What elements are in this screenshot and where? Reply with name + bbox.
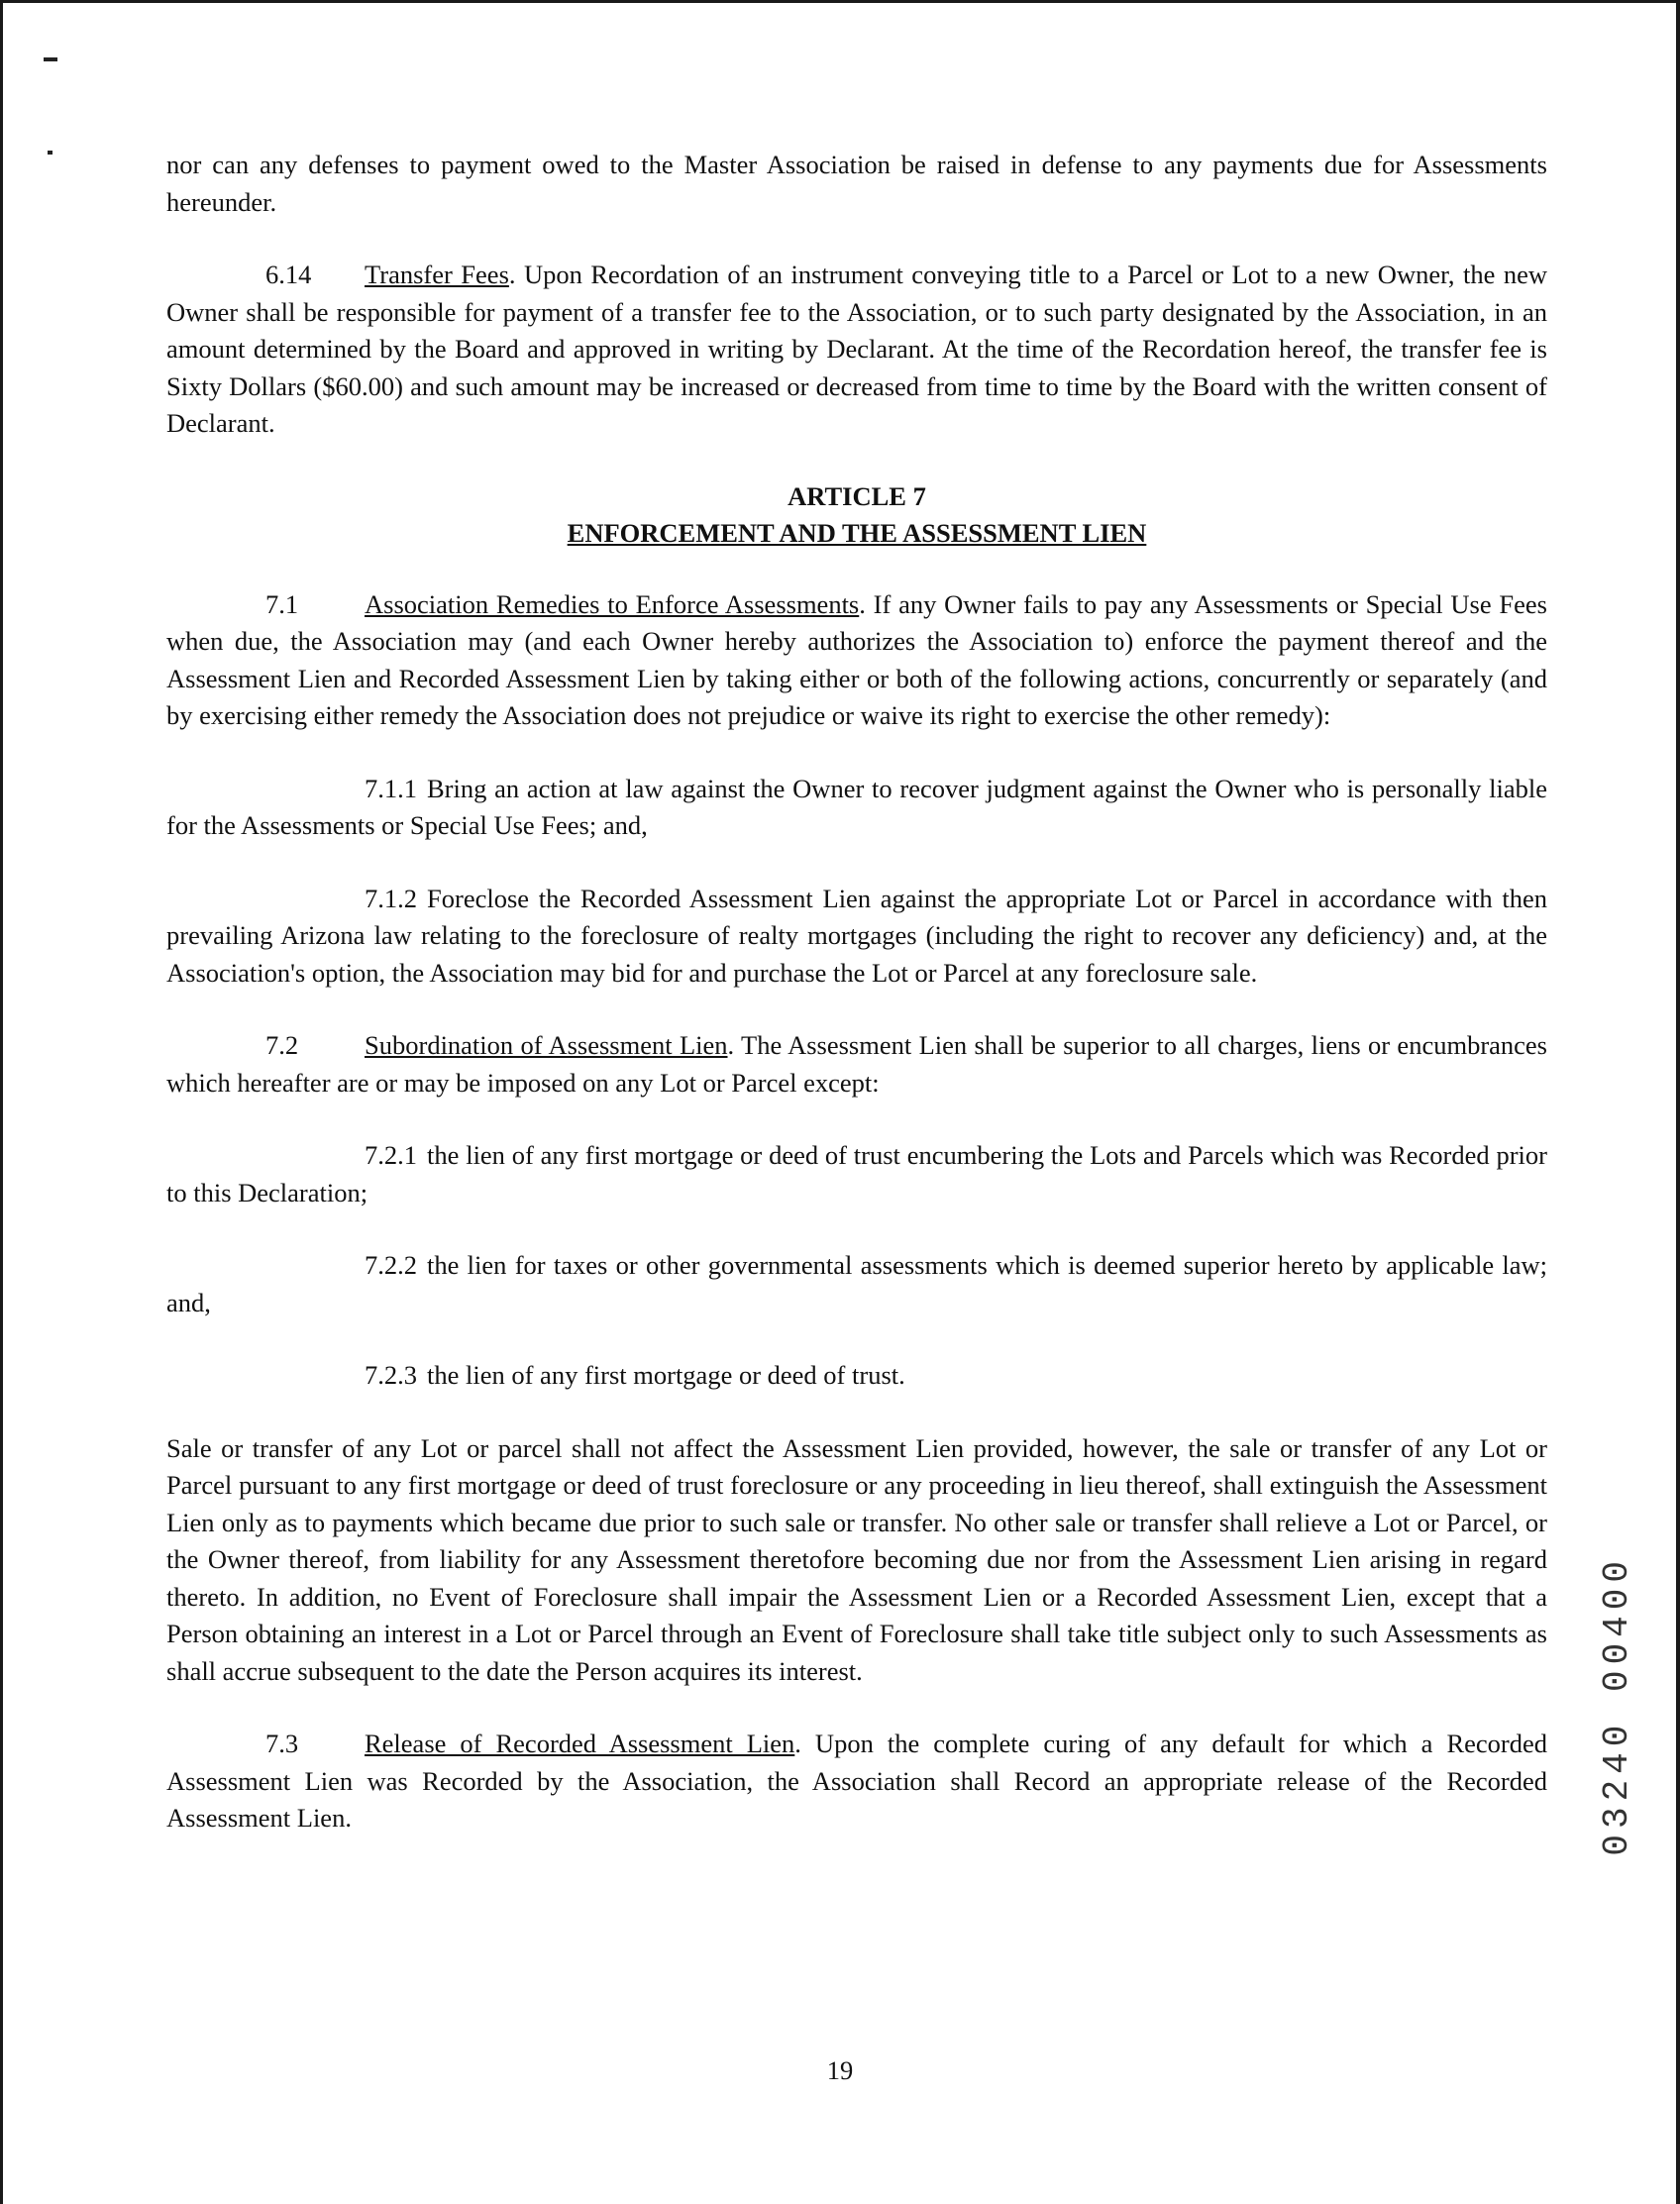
section-7-3: [166, 1726, 1547, 1837]
section-body: . Upon the complete curing of any default for which a Recorded Assessment Lien was Recorded by the Association, the Association shall Record an appropriate release of the Recorded Assessment Lien.: [166, 1729, 1547, 1833]
document-page: [166, 147, 1547, 1837]
scan-border-right: [1676, 0, 1680, 2204]
section-body: . The Assessment Lien shall be superior to all charges, liens or encumbrances which hereafter are or may be imposed on any Lot or Parcel except:: [166, 1030, 1547, 1098]
subsection-body: Bring an action at law against the Owner to recover judgment against the Owner who is personally liable for the Assessments or Special Use Fees; and,: [166, 773, 1547, 840]
recording-stamp: 03240 00400: [1597, 1555, 1637, 1856]
section-heading: Subordination of Assessment Lien: [365, 1030, 728, 1060]
subsection-number: 7.1.1: [365, 773, 417, 803]
section-body: . Upon Recordation of an instrument conveying title to a Parcel or Lot to a new Owner, the new Owner shall be responsible for payment of a transfer fee to the Association, or to such party designated by the Association, in an amount determined by the Board and approved in writing by Declarant. At the time of the Recordation hereof, the transfer fee is Sixty Dollars ($60.00) and such amount may be increased or decreased from time to time by the Board with the written consent of Declarant.: [166, 260, 1547, 438]
subsection-body: the lien of any first mortgage or deed of trust encumbering the Lots and Parcels which was Recorded prior to this Declaration;: [166, 1140, 1547, 1207]
scan-border-left: [0, 0, 3, 2204]
section-heading: Release of Recorded Assessment Lien: [365, 1729, 795, 1758]
article-subtitle-text: ENFORCEMENT AND THE ASSESSMENT LIEN: [567, 518, 1147, 548]
section-number: 7.1: [265, 588, 299, 619]
section-6-14: [166, 257, 1547, 443]
article-title: ARTICLE 7: [788, 480, 926, 511]
subsection-number: 7.1.2: [365, 883, 417, 913]
article-heading: [166, 478, 1547, 553]
article-subtitle: [166, 515, 1547, 553]
section-7-2-1: [166, 1137, 1547, 1211]
section-heading: Transfer Fees: [365, 260, 509, 289]
section-number: 7.3: [265, 1729, 299, 1758]
section-heading: Association Remedies to Enforce Assessments: [365, 588, 860, 619]
section-7-1: [166, 586, 1547, 735]
continuation-paragraph: nor can any defenses to payment owed to the Master Association be raised in defense to any payments due for Assessments hereunder.: [166, 150, 1547, 217]
scan-mark: [44, 57, 57, 61]
section-number: 7.2: [265, 1030, 299, 1060]
scan-mark: [48, 151, 52, 155]
subsection-number: 7.2.3: [365, 1360, 417, 1390]
section-7-2: [166, 1027, 1547, 1102]
subsection-number: 7.2.2: [365, 1250, 417, 1280]
sale-transfer-paragraph: Sale or transfer of any Lot or parcel shall not affect the Assessment Lien provided, however, the sale or transfer of any Lot or Parcel pursuant to any first mortgage or deed of trust foreclosure or any proceeding in lieu thereof, shall extinguish the Assessment Lien only as to payments which became due prior to such sale or transfer. No other sale or transfer shall relieve a Lot or Parcel, or the Owner thereof, from liability for any Assessment theretofore becoming due nor from the Assessment Lien arising in regard thereto. In addition, no Event of Foreclosure shall impair the Assessment Lien or a Recorded Assessment Lien, except that a Person obtaining an interest in a Lot or Parcel through an Event of Foreclosure shall take title subject only to such Assessments as shall accrue subsequent to the date the Person acquires its interest.: [166, 1432, 1547, 1686]
section-7-2-3: [166, 1357, 1547, 1395]
section-body: . If any Owner fails to pay any Assessments or Special Use Fees when due, the Association may (and each Owner hereby authorizes the Association to) enforce the payment thereof and the Assessment Lien and Recorded Assessment Lien by taking either or both of the following actions, concurrently or separately (and by exercising either remedy the Association does not prejudice or waive its right to exercise the other remedy):: [166, 588, 1547, 730]
scan-border-top: [0, 0, 1680, 3]
subsection-body: Foreclose the Recorded Assessment Lien against the appropriate Lot or Parcel in accordance with then prevailing Arizona law relating to the foreclosure of realty mortgages (including the right to recover any deficiency) and, at the Association's option, the Association may bid for and purchase the Lot or Parcel at any foreclosure sale.: [166, 883, 1547, 988]
section-7-2-2: [166, 1247, 1547, 1321]
subsection-body: the lien of any first mortgage or deed of trust.: [427, 1360, 905, 1390]
page-number: 19: [826, 2055, 854, 2085]
section-7-1-2: [166, 881, 1547, 993]
section-number: 6.14: [265, 260, 312, 289]
subsection-number: 7.2.1: [365, 1140, 417, 1170]
section-7-1-1: [166, 771, 1547, 845]
subsection-body: the lien for taxes or other governmental assessments which is deemed superior hereto by applicable law; and,: [166, 1250, 1547, 1317]
